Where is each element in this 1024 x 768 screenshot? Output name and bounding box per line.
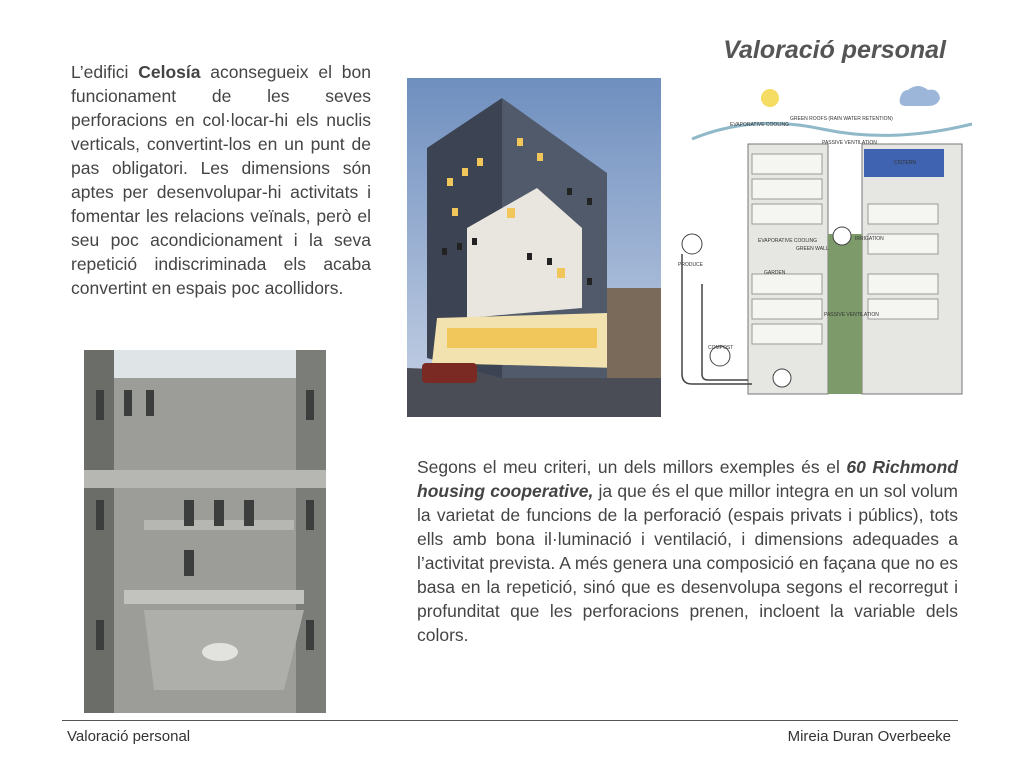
label-compost: COMPOST — [708, 345, 734, 351]
label-irrigation: IRRIGATION — [855, 236, 884, 242]
paragraph-richmond-prefix: Segons el meu criteri, un dels millors exemples és el — [417, 457, 847, 477]
paragraph-richmond-emphasis: 60 Richmond housing cooperative, — [417, 457, 958, 501]
slide-title: Valoració personal — [723, 36, 946, 64]
paragraph-celosia-bold: Celosía — [138, 62, 201, 82]
courtyard-photo — [84, 350, 326, 713]
footer-section-title: Valoració personal — [67, 728, 191, 745]
paragraph-celosia — [71, 60, 371, 300]
label-passive-ventilation-top: PASSIVE VENTILATION — [822, 140, 877, 146]
label-evaporative-cooling-top: EVAPORATIVE COOLING — [730, 122, 789, 128]
paragraph-richmond-suffix: ja que és el que millor integra en un sol volum la varietat de funcions de la perforació (espais privats i públics), tots ells amb bona il·luminació i ventilació, i dimensions adequades a l’activitat prevista. A més genera una composició en façana que no es basa en la repetició, sinó que es desenvolupa segons el recorregut i profunditat que les perforacions prenen, incloent la variable dels colors. — [417, 481, 958, 645]
building-exterior-photo — [407, 78, 661, 417]
sustainability-section-diagram — [672, 84, 978, 406]
paragraph-celosia-prefix: L’edifici — [71, 62, 139, 82]
footer-author: Mireia Duran Overbeeke — [787, 728, 951, 745]
label-produce: PRODUCE — [678, 262, 704, 268]
paragraph-celosia-suffix: aconsegueix el bon funcionament de les seves perforacions en col·locar-hi els nuclis verticals, convertint-los en un punt de pas obligatori. Les dimensions són aptes per desenvolupar-hi activitats i fomentar les relacions veïnals, però el seu poc acondicionament i la seva repetició indiscriminada els acaba convertint en espais poc acollidors. — [71, 62, 371, 298]
label-green-wall: GREEN WALL — [796, 246, 829, 252]
label-green-roofs: GREEN ROOFS (RAIN WATER RETENTION) — [790, 116, 893, 122]
footer-divider — [62, 720, 958, 721]
paragraph-richmond — [417, 455, 958, 647]
label-garden: GARDEN — [764, 270, 786, 276]
label-passive-ventilation-mid: PASSIVE VENTILATION — [824, 312, 879, 318]
label-evaporative-cooling-mid: EVAPORATIVE COOLING — [758, 238, 817, 244]
label-cistern: CISTERN — [894, 160, 916, 166]
